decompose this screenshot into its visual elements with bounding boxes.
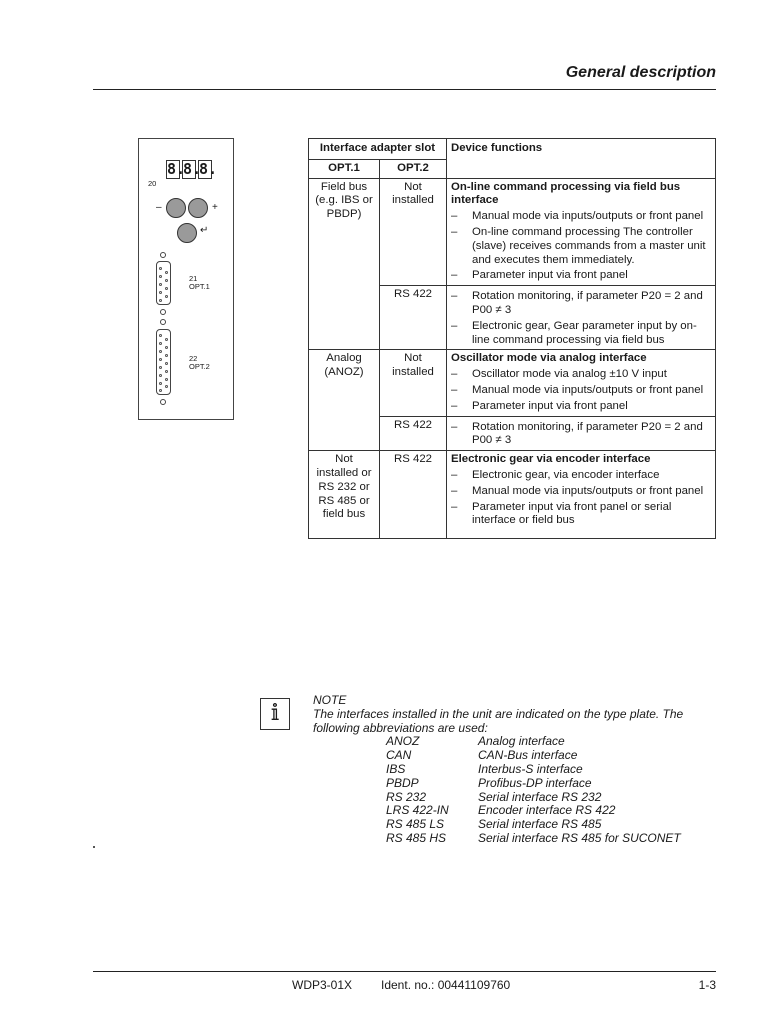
display-digit-2: 8.: [183, 160, 202, 178]
footer-page-number: 1-3: [698, 978, 716, 992]
plus-symbol: +: [212, 202, 218, 213]
display-number: 20: [148, 179, 157, 188]
list-item: – Rotation monitoring, if parameter P20 = 2 and P00 ≠ 3: [451, 420, 703, 447]
opt1-label: OPT.1: [189, 282, 210, 291]
function-title: Electronic gear via encoder interface: [451, 453, 651, 466]
opt1-cell: Not installed or RS 232 or RS 485 or field bus: [309, 451, 380, 539]
opt2-cell: Not installed: [380, 178, 447, 286]
list-item: – Parameter input via front panel: [451, 399, 628, 412]
opt1-number: 21: [189, 274, 198, 283]
list-item: ANOZ Analog interface: [386, 734, 565, 749]
list-item: – On-line command processing The controller (slave) receives commands from a master unit and executes them immediately.: [451, 225, 706, 266]
page-title: General description: [565, 64, 716, 81]
list-item: CAN CAN-Bus interface: [386, 748, 578, 763]
table-row: [309, 451, 716, 539]
info-icon: 𝕚: [260, 698, 290, 730]
function-title: On-line command processing via field bus interface: [451, 180, 681, 207]
screw-icon: [160, 309, 166, 315]
function-cell: [447, 286, 716, 350]
list-item: – Parameter input via front panel or serial interface or field bus: [451, 500, 672, 527]
header-divider: [93, 89, 716, 90]
plus-button: [188, 198, 208, 218]
table-row: [309, 178, 716, 286]
table-header-row: [309, 139, 716, 160]
opt1-cell: Analog (ANOZ): [309, 350, 380, 451]
screw-icon: [160, 319, 166, 325]
footer-ident: Ident. no.: 00441109760: [381, 978, 511, 992]
list-item: – Electronic gear, Gear parameter input by on-line command processing via field bus: [451, 319, 697, 346]
device-front-panel: [138, 138, 234, 420]
list-item: RS 232 Serial interface RS 232: [386, 789, 602, 804]
enter-icon: ↵: [200, 225, 209, 236]
footer-divider: [93, 971, 716, 972]
opt2-label: OPT.2: [189, 362, 210, 371]
note-block: [313, 694, 718, 846]
note-text: The interfaces installed in the unit are indicated on the type plate. The following abbreviations are used:: [313, 706, 684, 735]
display-digit-3: 8.: [199, 160, 218, 178]
list-item: – Electronic gear, via encoder interface: [451, 468, 660, 481]
header-slot: Interface adapter slot: [309, 139, 447, 160]
list-item: RS 485 LS Serial interface RS 485: [386, 817, 602, 832]
function-title: Oscillator mode via analog interface: [451, 352, 647, 365]
opt2-cell: RS 422: [380, 451, 447, 539]
list-item: – Manual mode via inputs/outputs or front panel: [451, 210, 704, 223]
function-cell: [447, 178, 716, 286]
list-item: RS 485 HS Serial interface RS 485 for SUCONET: [386, 830, 681, 845]
note-label: NOTE: [313, 693, 347, 707]
stray-dot: [93, 846, 95, 848]
opt2-connector: [156, 329, 171, 395]
list-item: – Oscillator mode via analog ±10 V input: [451, 368, 667, 381]
minus-symbol: –: [156, 202, 162, 213]
list-item: – Parameter input via front panel: [451, 269, 628, 282]
table-row: [309, 350, 716, 416]
screw-icon: [160, 399, 166, 405]
opt2-cell: Not installed: [380, 350, 447, 416]
list-item: – Manual mode via inputs/outputs or front panel: [451, 484, 704, 497]
header-opt2: OPT.2: [380, 159, 447, 178]
function-cell: [447, 350, 716, 416]
interface-function-table: [308, 138, 716, 539]
opt2-number: 22: [189, 354, 198, 363]
function-cell: [447, 416, 716, 451]
list-item: LRS 422-IN Encoder interface RS 422: [386, 803, 616, 818]
function-cell: [447, 451, 716, 539]
opt2-cell: RS 422: [380, 286, 447, 350]
screw-icon: [160, 252, 166, 258]
display-digit-1: 8.: [167, 160, 186, 178]
header-functions: Device functions: [447, 139, 716, 179]
enter-button: [177, 223, 197, 243]
minus-button: [166, 198, 186, 218]
list-item: IBS Interbus-S interface: [386, 761, 583, 776]
header-opt1: OPT.1: [309, 159, 380, 178]
opt2-cell: RS 422: [380, 416, 447, 451]
list-item: – Rotation monitoring, if parameter P20 = 2 and P00 ≠ 3: [451, 290, 703, 316]
list-item: PBDP Profibus-DP interface: [386, 775, 592, 790]
list-item: – Manual mode via inputs/outputs or front panel: [451, 383, 704, 396]
footer-model: WDP3-01X: [292, 978, 353, 992]
opt1-cell: Field bus (e.g. IBS or PBDP): [309, 178, 380, 350]
